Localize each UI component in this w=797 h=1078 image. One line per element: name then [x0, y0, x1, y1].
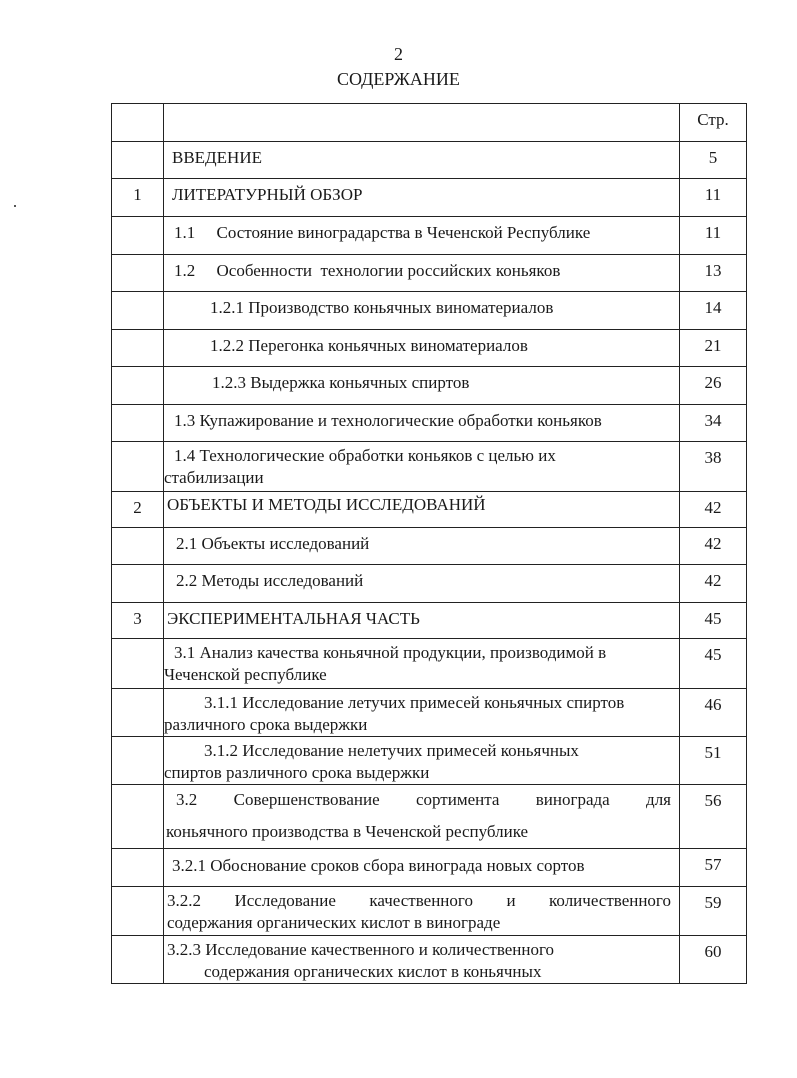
toc-cell-title: [164, 104, 680, 142]
toc-row-page: 14: [680, 292, 747, 330]
toc-row-page: 60: [680, 936, 747, 984]
toc-row-num: [112, 405, 164, 442]
page-title: СОДЕРЖАНИЕ: [337, 69, 460, 89]
toc-row-title: 1.2.1 Производство коньячных виноматериалов: [164, 292, 680, 330]
toc-row: [112, 142, 747, 179]
toc-row-page: 38: [680, 442, 747, 492]
toc-row-page: 42: [680, 528, 747, 565]
toc-row-title: ВВЕДЕНИЕ: [164, 142, 680, 179]
toc-row-num: [112, 849, 164, 887]
toc-row: [112, 603, 747, 639]
toc-row: [112, 255, 747, 292]
toc-row-page: 42: [680, 565, 747, 603]
toc-row-title: ЛИТЕРАТУРНЫЙ ОБЗОР: [164, 179, 680, 217]
toc-row: [112, 785, 747, 849]
toc-row-title: ОБЪЕКТЫ И МЕТОДЫ ИССЛЕДОВАНИЙ: [164, 492, 680, 528]
toc-row-num: [112, 639, 164, 689]
toc-row-page: 42: [680, 492, 747, 528]
toc-header-page-label: Стр.: [680, 104, 747, 142]
toc-row-page: 57: [680, 849, 747, 887]
toc-row-title: 1.1 Состояние виноградарства в Чеченской Республике: [164, 217, 680, 255]
toc-row-num: [112, 217, 164, 255]
toc-row: [112, 492, 747, 528]
toc-row-page: 45: [680, 639, 747, 689]
page-number: 2: [394, 44, 403, 64]
toc-row: [112, 292, 747, 330]
toc-row-page: 59: [680, 887, 747, 936]
toc-cell-num: [112, 104, 164, 142]
toc-row: [112, 330, 747, 367]
toc-row: [112, 689, 747, 737]
toc-row-page: 21: [680, 330, 747, 367]
toc-row-num: [112, 367, 164, 405]
toc-row-num: [112, 292, 164, 330]
toc-row-num: [112, 785, 164, 849]
toc-row-title: 3.2.3 Исследование качественного и количественного содержания органических кислот в коньячных: [164, 936, 680, 984]
toc-row-page: 51: [680, 737, 747, 785]
toc-header-row: [112, 104, 747, 142]
toc-row: [112, 528, 747, 565]
toc-row: [112, 887, 747, 936]
toc-row: [112, 442, 747, 492]
toc-row-page: 45: [680, 603, 747, 639]
toc-row-title: 1.4 Технологические обработки коньяков с целью их стабилизации: [164, 442, 680, 492]
toc-row: [112, 405, 747, 442]
toc-row-page: 13: [680, 255, 747, 292]
toc-row-num: [112, 142, 164, 179]
toc-row-title: 3.1.2 Исследование нелетучих примесей коньячных спиртов различного срока выдержки: [164, 737, 680, 785]
toc-row-title: 3.1 Анализ качества коньячной продукции, производимой в Чеченской республике: [164, 639, 680, 689]
toc-row-title: 1.2.2 Перегонка коньячных виноматериалов: [164, 330, 680, 367]
toc-row-title: 3.2 Совершенствование сортимента винограда для коньячного производства в Чеченской республике: [164, 785, 680, 849]
toc-row-title: 3.1.1 Исследование летучих примесей коньячных спиртов различного срока выдержки: [164, 689, 680, 737]
toc-row-num: [112, 442, 164, 492]
toc-row-title: ЭКСПЕРИМЕНТАЛЬНАЯ ЧАСТЬ: [164, 603, 680, 639]
toc-row: [112, 936, 747, 984]
toc-row-page: 56: [680, 785, 747, 849]
toc-row-title: 3.2.2 Исследование качественного и количественного содержания органических кислот в винограде: [164, 887, 680, 936]
toc-row-num: 3: [112, 603, 164, 639]
toc-row: [112, 565, 747, 603]
toc-row: [112, 217, 747, 255]
toc-row: [112, 849, 747, 887]
toc-row-title: 1.3 Купажирование и технологические обработки коньяков: [164, 405, 680, 442]
toc-row-num: [112, 565, 164, 603]
toc-row-page: 11: [680, 179, 747, 217]
toc-row-num: [112, 887, 164, 936]
toc-row-num: [112, 936, 164, 984]
toc-row: [112, 639, 747, 689]
toc-row-num: 2: [112, 492, 164, 528]
toc-row-num: 1: [112, 179, 164, 217]
toc-row-num: [112, 255, 164, 292]
toc-row-page: 11: [680, 217, 747, 255]
toc-row-page: 46: [680, 689, 747, 737]
toc-row-page: 26: [680, 367, 747, 405]
toc-row: [112, 737, 747, 785]
toc-row-num: [112, 330, 164, 367]
toc-row-page: 34: [680, 405, 747, 442]
toc-row-num: [112, 737, 164, 785]
toc-row-title: 2.1 Объекты исследований: [164, 528, 680, 565]
toc-row-page: 5: [680, 142, 747, 179]
toc-row-title: 1.2.3 Выдержка коньячных спиртов: [164, 367, 680, 405]
toc-row-title: 1.2 Особенности технологии российских коньяков: [164, 255, 680, 292]
toc-row-num: [112, 689, 164, 737]
toc-row: [112, 179, 747, 217]
toc-row-title: 2.2 Методы исследований: [164, 565, 680, 603]
toc-row-title: 3.2.1 Обоснование сроков сбора винограда новых сортов: [164, 849, 680, 887]
table-of-contents: [111, 103, 747, 984]
toc-row-num: [112, 528, 164, 565]
toc-row: [112, 367, 747, 405]
scan-speck: [14, 205, 16, 207]
